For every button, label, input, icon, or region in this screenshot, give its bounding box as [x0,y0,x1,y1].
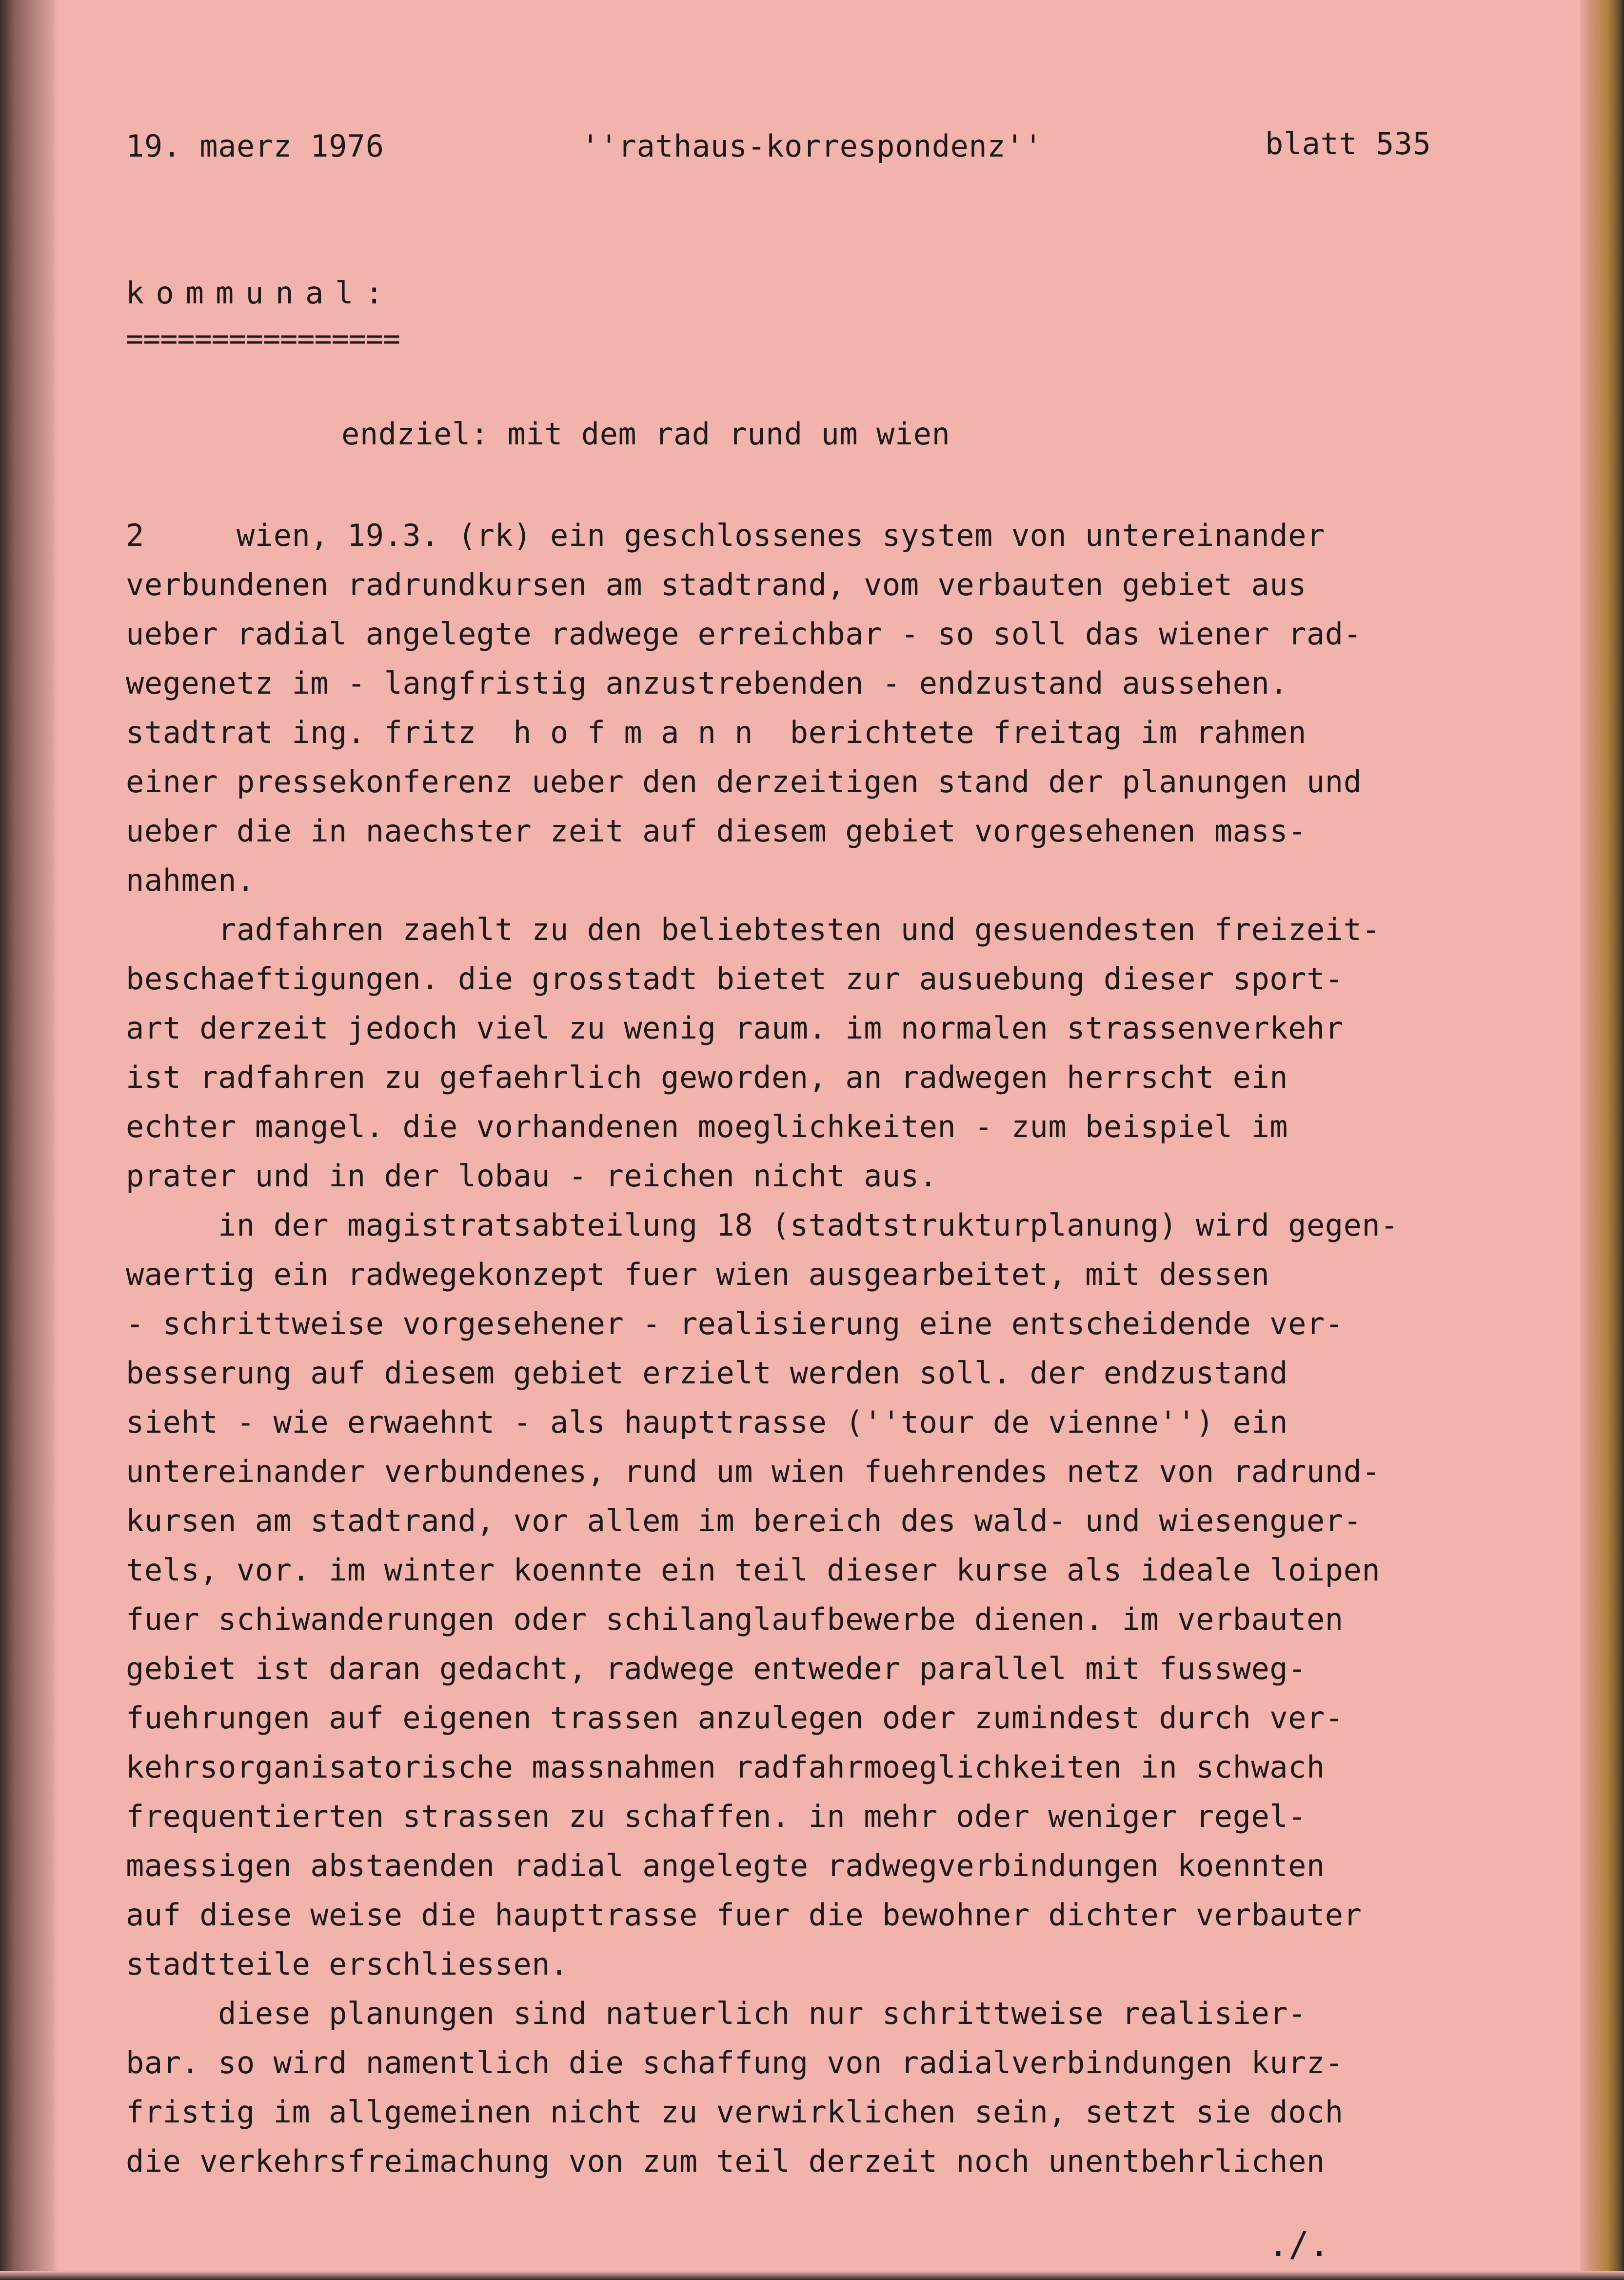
body-line: art derzeit jedoch viel zu wenig raum. im normalen strassenverkehr [126,1010,1344,1046]
body-line: sieht - wie erwaehnt - als haupttrasse (''tour de vienne'') ein [126,1404,1288,1440]
body-line: maessigen abstaenden radial angelegte radwegverbindungen koennten [126,1848,1325,1883]
body-line: in der magistratsabteilung 18 (stadtstrukturplanung) wird gegen- [126,1207,1399,1243]
body-line: waertig ein radwegekonzept fuer wien ausgearbeitet, mit dessen [126,1257,1270,1292]
body-line: tels, vor. im winter koennte ein teil dieser kurse als ideale loipen [126,1552,1381,1588]
body-line: fuehrungen auf eigenen trassen anzulegen oder zumindest durch ver- [126,1700,1344,1736]
page-edge-right [1580,0,1624,2280]
body-line: einer pressekonferenz ueber den derzeitigen stand der planungen und [126,764,1362,800]
continuation-mark: ./. [1268,2224,1330,2264]
body-line: fuer schiwanderungen oder schilanglaufbewerbe dienen. im verbauten [126,1601,1344,1637]
header-publication: ''rathaus-korrespondenz'' [581,128,1043,164]
section-underline: ================ [126,322,400,356]
body-line: 2 wien, 19.3. (rk) ein geschlossenes system von untereinander [126,518,1325,553]
body-line: - schrittweise vorgesehener - realisierung eine entscheidende ver- [126,1306,1344,1341]
page-edge-bottom [0,2271,1624,2280]
body-line: die verkehrsfreimachung von zum teil derzeit noch unentbehrlichen [126,2143,1325,2179]
section-label: kommunal: [126,275,395,311]
body-line: untereinander verbundenes, rund um wien fuehrendes netz von radrund- [126,1454,1381,1489]
body-line: stadtrat ing. fritz h o f m a n n berichtete freitag im rahmen [126,715,1307,750]
body-line: nahmen. [126,862,255,898]
article-headline: endziel: mit dem rad rund um wien [341,416,951,452]
body-line: stadtteile erschliessen. [126,1946,569,1982]
body-line: echter mangel. die vorhandenen moeglichkeiten - zum beispiel im [126,1109,1288,1144]
body-line: auf diese weise die haupttrasse fuer die bewohner dichter verbauter [126,1897,1362,1933]
body-line: ist radfahren zu gefaehrlich geworden, an radwegen herrscht ein [126,1060,1288,1095]
body-line: ueber die in naechster zeit auf diesem gebiet vorgesehenen mass- [126,813,1307,849]
binding-shadow [0,0,59,2280]
header-sheet-number: blatt 535 [1265,126,1431,161]
body-line: wegenetz im - langfristig anzustrebenden - endzustand aussehen. [126,665,1288,701]
body-line: fristig im allgemeinen nicht zu verwirklichen sein, setzt sie doch [126,2094,1344,2130]
body-line: kehrsorganisatorische massnahmen radfahrmoeglichkeiten in schwach [126,1749,1325,1785]
body-line: kursen am stadtrand, vor allem im bereich des wald- und wiesenguer- [126,1503,1362,1539]
body-line: frequentierten strassen zu schaffen. in mehr oder weniger regel- [126,1799,1307,1834]
body-line: verbundenen radrundkursen am stadtrand, vom verbauten gebiet aus [126,567,1307,602]
body-line: ueber radial angelegte radwege erreichbar - so soll das wiener rad- [126,616,1362,652]
body-line: gebiet ist daran gedacht, radwege entweder parallel mit fussweg- [126,1651,1307,1686]
body-line: diese planungen sind natuerlich nur schrittweise realisier- [126,1996,1307,2031]
header-date: 19. maerz 1976 [126,128,384,164]
body-line: prater und in der lobau - reichen nicht aus. [126,1158,938,1194]
body-line: besserung auf diesem gebiet erzielt werden soll. der endzustand [126,1355,1288,1391]
body-line: radfahren zaehlt zu den beliebtesten und gesuendesten freizeit- [126,912,1381,947]
article-body [126,511,1501,2186]
body-line: beschaeftigungen. die grosstadt bietet zur ausuebung dieser sport- [126,961,1344,997]
body-line: bar. so wird namentlich die schaffung von radialverbindungen kurz- [126,2045,1344,2080]
